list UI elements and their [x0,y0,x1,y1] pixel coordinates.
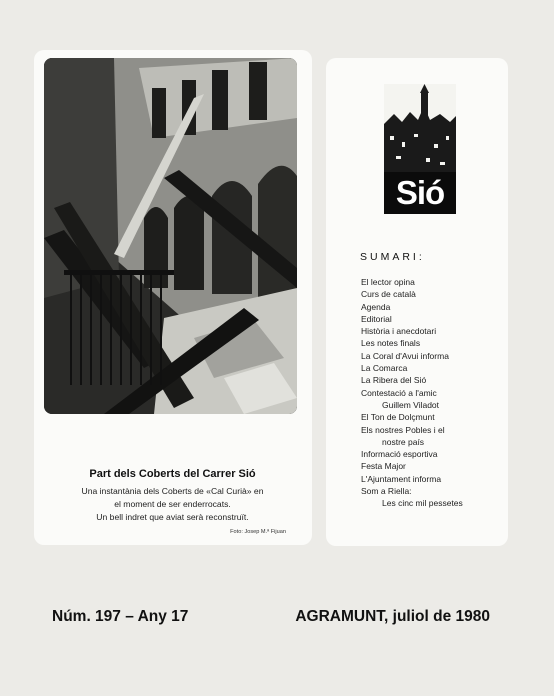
table-of-contents [361,276,463,510]
list-item: Els nostres Pobles i el [361,424,445,435]
list-item: La Ribera del Sió [361,375,427,386]
list-item: Editorial [361,313,392,324]
list-item-continuation: Guillem Viladot [382,399,440,410]
cover-photo [44,58,297,414]
list-item: Festa Major [361,461,406,472]
list-item: La Coral d'Avui informa [361,350,449,361]
list-item: Informació esportiva [361,449,438,460]
list-item: Agenda [361,301,391,312]
sio-logo [384,84,456,214]
list-item-continuation: Les cinc mil pessetes [382,498,463,509]
list-item: Les notes finals [361,338,421,349]
list-item: El lector opina [361,277,415,287]
sumari-heading: SUMARI: [360,251,425,263]
list-item: Curs de català [361,289,416,300]
list-item: Contestació a l'amic [361,387,437,398]
list-item-continuation: nostre país [382,436,425,447]
caption-line: el moment de ser enderrocats. [114,499,231,509]
caption-title: Part dels Coberts del Carrer Sió [89,468,256,480]
list-item: La Comarca [361,363,408,374]
list-item: Som a Riella: [361,486,412,497]
photo-credit: Foto: Josep M.ª Fijuan [230,529,286,535]
list-item: El Ton de Dolçmunt [361,412,435,423]
photo-caption [50,468,295,524]
list-item: L'Ajuntament informa [361,473,442,484]
caption-line: Un bell indret que aviat serà reconstruït. [96,512,249,522]
issue-place-date: AGRAMUNT, juliol de 1980 [295,608,490,625]
village-skyline-illustration [384,84,456,172]
issue-number: Núm. 197 – Any 17 [52,608,189,625]
list-item: Història i anecdotari [361,326,437,337]
caption-line: Una instantània dels Coberts de «Cal Curià» en [81,486,264,496]
logo-wordmark: Sió [384,172,456,214]
demolished-arcade-photo [44,58,297,414]
